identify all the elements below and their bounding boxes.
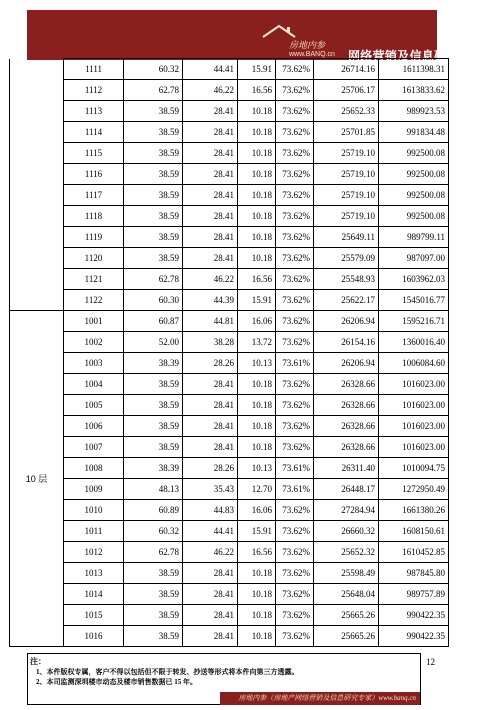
table-cell: 26328.66 [314,395,379,416]
table-cell: 73.62% [276,416,314,437]
table-cell: 1016023.00 [379,395,449,416]
table-row [10,626,449,647]
room-number-cell: 1113 [64,101,124,122]
table-cell: 25579.09 [314,248,379,269]
table-cell: 25598.49 [314,563,379,584]
room-number-cell: 1014 [64,584,124,605]
table-cell: 73.62% [276,101,314,122]
table-cell: 38.59 [124,248,183,269]
table-cell: 62.78 [124,269,183,290]
table-cell: 73.62% [276,395,314,416]
table-cell: 10.18 [238,374,276,395]
table-cell: 73.62% [276,626,314,647]
table-cell: 38.59 [124,416,183,437]
room-number-cell: 1016 [64,626,124,647]
table-cell: 1603962.03 [379,269,449,290]
table-cell: 26328.66 [314,416,379,437]
room-number-cell: 1112 [64,80,124,101]
room-number-cell: 1009 [64,479,124,500]
table-cell: 44.81 [183,311,238,332]
table-row [10,521,449,542]
table-cell: 15.91 [238,59,276,80]
table-cell: 38.59 [124,605,183,626]
room-number-cell: 1005 [64,395,124,416]
table-cell: 73.62% [276,164,314,185]
table-cell: 16.56 [238,269,276,290]
table-cell: 44.39 [183,290,238,311]
room-number-cell: 1122 [64,290,124,311]
table-cell: 16.56 [238,542,276,563]
table-cell: 12.70 [238,479,276,500]
table-cell: 991834.48 [379,122,449,143]
table-cell: 10.18 [238,563,276,584]
room-number-cell: 1120 [64,248,124,269]
table-cell: 38.28 [183,332,238,353]
table-row [10,437,449,458]
table-cell: 28.41 [183,584,238,605]
logo-text: 房地内参 [289,40,326,50]
table-cell: 28.41 [183,206,238,227]
note-monitoring: 2、本司监测深圳楼市动态及楼市销售数据已 15 年。 [36,678,197,686]
table-cell: 38.59 [124,563,183,584]
table-cell: 73.62% [276,206,314,227]
table-cell: 10.13 [238,458,276,479]
table-cell: 28.26 [183,458,238,479]
table-cell: 25719.10 [314,185,379,206]
table-row [10,584,449,605]
table-cell: 27284.94 [314,500,379,521]
table-cell: 44.83 [183,500,238,521]
table-cell: 26154.16 [314,332,379,353]
table-cell: 987845.80 [379,563,449,584]
table-cell: 10.18 [238,143,276,164]
table-cell: 992500.08 [379,143,449,164]
table-cell: 46.22 [183,80,238,101]
page-number: 12 [426,657,435,667]
table-row [10,206,449,227]
table-row [10,416,449,437]
table-cell: 10.18 [238,584,276,605]
table-row [10,500,449,521]
table-cell: 38.59 [124,185,183,206]
table-cell: 38.39 [124,353,183,374]
room-number-cell: 1012 [64,542,124,563]
room-number-cell: 1119 [64,227,124,248]
table-cell: 10.13 [238,353,276,374]
room-number-cell: 1006 [64,416,124,437]
room-number-cell: 1010 [64,500,124,521]
table-cell: 1610452.85 [379,542,449,563]
table-row [10,101,449,122]
table-cell: 26206.94 [314,353,379,374]
table-cell: 10.18 [238,605,276,626]
table-cell: 10.18 [238,101,276,122]
table-cell: 73.62% [276,227,314,248]
table-cell: 1016023.00 [379,416,449,437]
table-cell: 1016023.00 [379,437,449,458]
table-cell: 38.59 [124,437,183,458]
table-row [10,227,449,248]
table-cell: 25665.26 [314,605,379,626]
table-cell: 26660.32 [314,521,379,542]
table-cell: 10.18 [238,164,276,185]
room-number-cell: 1013 [64,563,124,584]
table-row [10,353,449,374]
room-number-cell: 1004 [64,374,124,395]
table-cell: 992500.08 [379,185,449,206]
table-cell: 16.06 [238,311,276,332]
table-cell: 73.62% [276,605,314,626]
room-number-cell: 1008 [64,458,124,479]
table-row [10,563,449,584]
table-cell: 1016023.00 [379,374,449,395]
table-cell: 987097.00 [379,248,449,269]
table-cell: 28.26 [183,353,238,374]
table-cell: 38.59 [124,227,183,248]
table-cell: 10.18 [238,185,276,206]
table-cell: 73.62% [276,269,314,290]
table-cell: 60.30 [124,290,183,311]
table-row [10,164,449,185]
room-number-cell: 1002 [64,332,124,353]
table-cell: 73.62% [276,290,314,311]
table-cell: 1595216.71 [379,311,449,332]
table-cell: 73.62% [276,311,314,332]
note-copyright: 1、本件版权专属，客户不得以包括但不限于转发、抄送等形式将本件向第三方透露。 [36,668,299,676]
table-cell: 25622.17 [314,290,379,311]
table-cell: 73.62% [276,248,314,269]
table-cell: 13.72 [238,332,276,353]
table-cell: 15.91 [238,521,276,542]
table-row [10,311,449,332]
table-cell: 992500.08 [379,164,449,185]
table-cell: 28.41 [183,563,238,584]
table-cell: 60.32 [124,59,183,80]
table-cell: 25719.10 [314,143,379,164]
table-cell: 26714.16 [314,59,379,80]
table-cell: 1611398.31 [379,59,449,80]
table-cell: 26448.17 [314,479,379,500]
floor-cell [10,59,64,311]
table-cell: 990422.35 [379,626,449,647]
table-cell: 38.39 [124,458,183,479]
table-cell: 73.61% [276,458,314,479]
table-row [10,80,449,101]
table-cell: 28.41 [183,185,238,206]
table-cell: 1608150.61 [379,521,449,542]
table-cell: 44.41 [183,521,238,542]
logo-url: www.BANQ.cn [289,51,335,58]
table-cell: 46.22 [183,542,238,563]
table-cell: 28.41 [183,227,238,248]
table-cell: 62.78 [124,542,183,563]
table-cell: 73.61% [276,479,314,500]
table-cell: 28.41 [183,416,238,437]
table-cell: 38.59 [124,101,183,122]
table-cell: 25652.33 [314,101,379,122]
table-cell: 52.00 [124,332,183,353]
table-cell: 16.06 [238,500,276,521]
table-cell: 38.59 [124,584,183,605]
table-body [10,59,449,647]
table-cell: 38.59 [124,143,183,164]
table-cell: 60.87 [124,311,183,332]
table-row [10,605,449,626]
table-cell: 38.59 [124,122,183,143]
table-cell: 25648.04 [314,584,379,605]
table-cell: 28.41 [183,101,238,122]
table-cell: 60.89 [124,500,183,521]
table-cell: 35.43 [183,479,238,500]
table-row [10,269,449,290]
table-cell: 1545016.77 [379,290,449,311]
room-number-cell: 1118 [64,206,124,227]
table-cell: 989799.11 [379,227,449,248]
table-cell: 38.59 [124,374,183,395]
room-number-cell: 1003 [64,353,124,374]
table-cell: 1006084.60 [379,353,449,374]
table-cell: 25665.26 [314,626,379,647]
table-cell: 38.59 [124,395,183,416]
table-cell: 25706.17 [314,80,379,101]
table-cell: 73.62% [276,332,314,353]
table-cell: 28.41 [183,437,238,458]
table-row [10,122,449,143]
room-number-cell: 1011 [64,521,124,542]
table-cell: 28.41 [183,626,238,647]
table-cell: 46.22 [183,269,238,290]
table-cell: 73.62% [276,122,314,143]
table-cell: 16.56 [238,80,276,101]
table-cell: 28.41 [183,122,238,143]
banner-title: 网络营销及信息研究专家 [348,49,483,63]
table-cell: 73.62% [276,500,314,521]
table-cell: 28.41 [183,374,238,395]
room-number-cell: 1007 [64,437,124,458]
table-cell: 1272950.49 [379,479,449,500]
table-cell: 73.62% [276,374,314,395]
table-row [10,542,449,563]
table-row [10,59,449,80]
table-cell: 28.41 [183,248,238,269]
table-row [10,248,449,269]
table-cell: 10.18 [238,437,276,458]
table-cell: 990422.35 [379,605,449,626]
room-number-cell: 1111 [64,59,124,80]
table-cell: 25701.85 [314,122,379,143]
table-cell: 73.62% [276,143,314,164]
room-number-cell: 1116 [64,164,124,185]
table-cell: 10.18 [238,626,276,647]
table-cell: 73.62% [276,59,314,80]
table-cell: 38.59 [124,626,183,647]
table-cell: 1360016.40 [379,332,449,353]
table-cell: 26328.66 [314,374,379,395]
header-banner [27,10,483,63]
table-cell: 992500.08 [379,206,449,227]
footer-bar: 房地内参（房地产网络营销及信息研究专家）www.banq.cn [220,692,420,705]
room-number-cell: 1117 [64,185,124,206]
table-row [10,458,449,479]
table-cell: 73.62% [276,563,314,584]
table-cell: 28.41 [183,164,238,185]
table-cell: 25649.11 [314,227,379,248]
table-cell: 10.18 [238,416,276,437]
notes-box [27,653,421,705]
table-cell: 28.41 [183,605,238,626]
table-cell: 10.18 [238,122,276,143]
table-cell: 48.13 [124,479,183,500]
room-number-cell: 1015 [64,605,124,626]
table-cell: 26328.66 [314,437,379,458]
table-cell: 989757.89 [379,584,449,605]
room-number-cell: 1001 [64,311,124,332]
table-cell: 10.18 [238,248,276,269]
table-cell: 28.41 [183,143,238,164]
table-row [10,395,449,416]
table-cell: 73.62% [276,80,314,101]
table-cell: 15.91 [238,290,276,311]
table-cell: 62.78 [124,80,183,101]
room-number-cell: 1114 [64,122,124,143]
table-cell: 44.41 [183,59,238,80]
table-cell: 73.61% [276,353,314,374]
table-cell: 26311.40 [314,458,379,479]
table-row [10,374,449,395]
table-cell: 10.18 [238,395,276,416]
table-cell: 28.41 [183,395,238,416]
table-cell: 1661380.26 [379,500,449,521]
table-cell: 73.62% [276,584,314,605]
table-cell: 1010094.75 [379,458,449,479]
room-number-cell: 1115 [64,143,124,164]
unit-price-table [9,58,449,647]
table-row [10,290,449,311]
room-number-cell: 1121 [64,269,124,290]
table-cell: 73.62% [276,542,314,563]
table-cell: 26206.94 [314,311,379,332]
table-cell: 25719.10 [314,164,379,185]
table-cell: 10.18 [238,206,276,227]
table-cell: 10.18 [238,227,276,248]
table-row [10,185,449,206]
table-cell: 73.62% [276,521,314,542]
table-cell: 25719.10 [314,206,379,227]
table-cell: 38.59 [124,164,183,185]
table-cell: 25652.32 [314,542,379,563]
table-row [10,332,449,353]
notes-heading: 注： [30,657,46,666]
table-cell: 989923.53 [379,101,449,122]
table-cell: 60.32 [124,521,183,542]
table-cell: 1613833.62 [379,80,449,101]
floor-label: 10 层 [10,311,64,647]
table-row [10,143,449,164]
table-cell: 25548.93 [314,269,379,290]
table-cell: 73.62% [276,437,314,458]
table-row [10,479,449,500]
table-cell: 73.62% [276,185,314,206]
table-cell: 38.59 [124,206,183,227]
